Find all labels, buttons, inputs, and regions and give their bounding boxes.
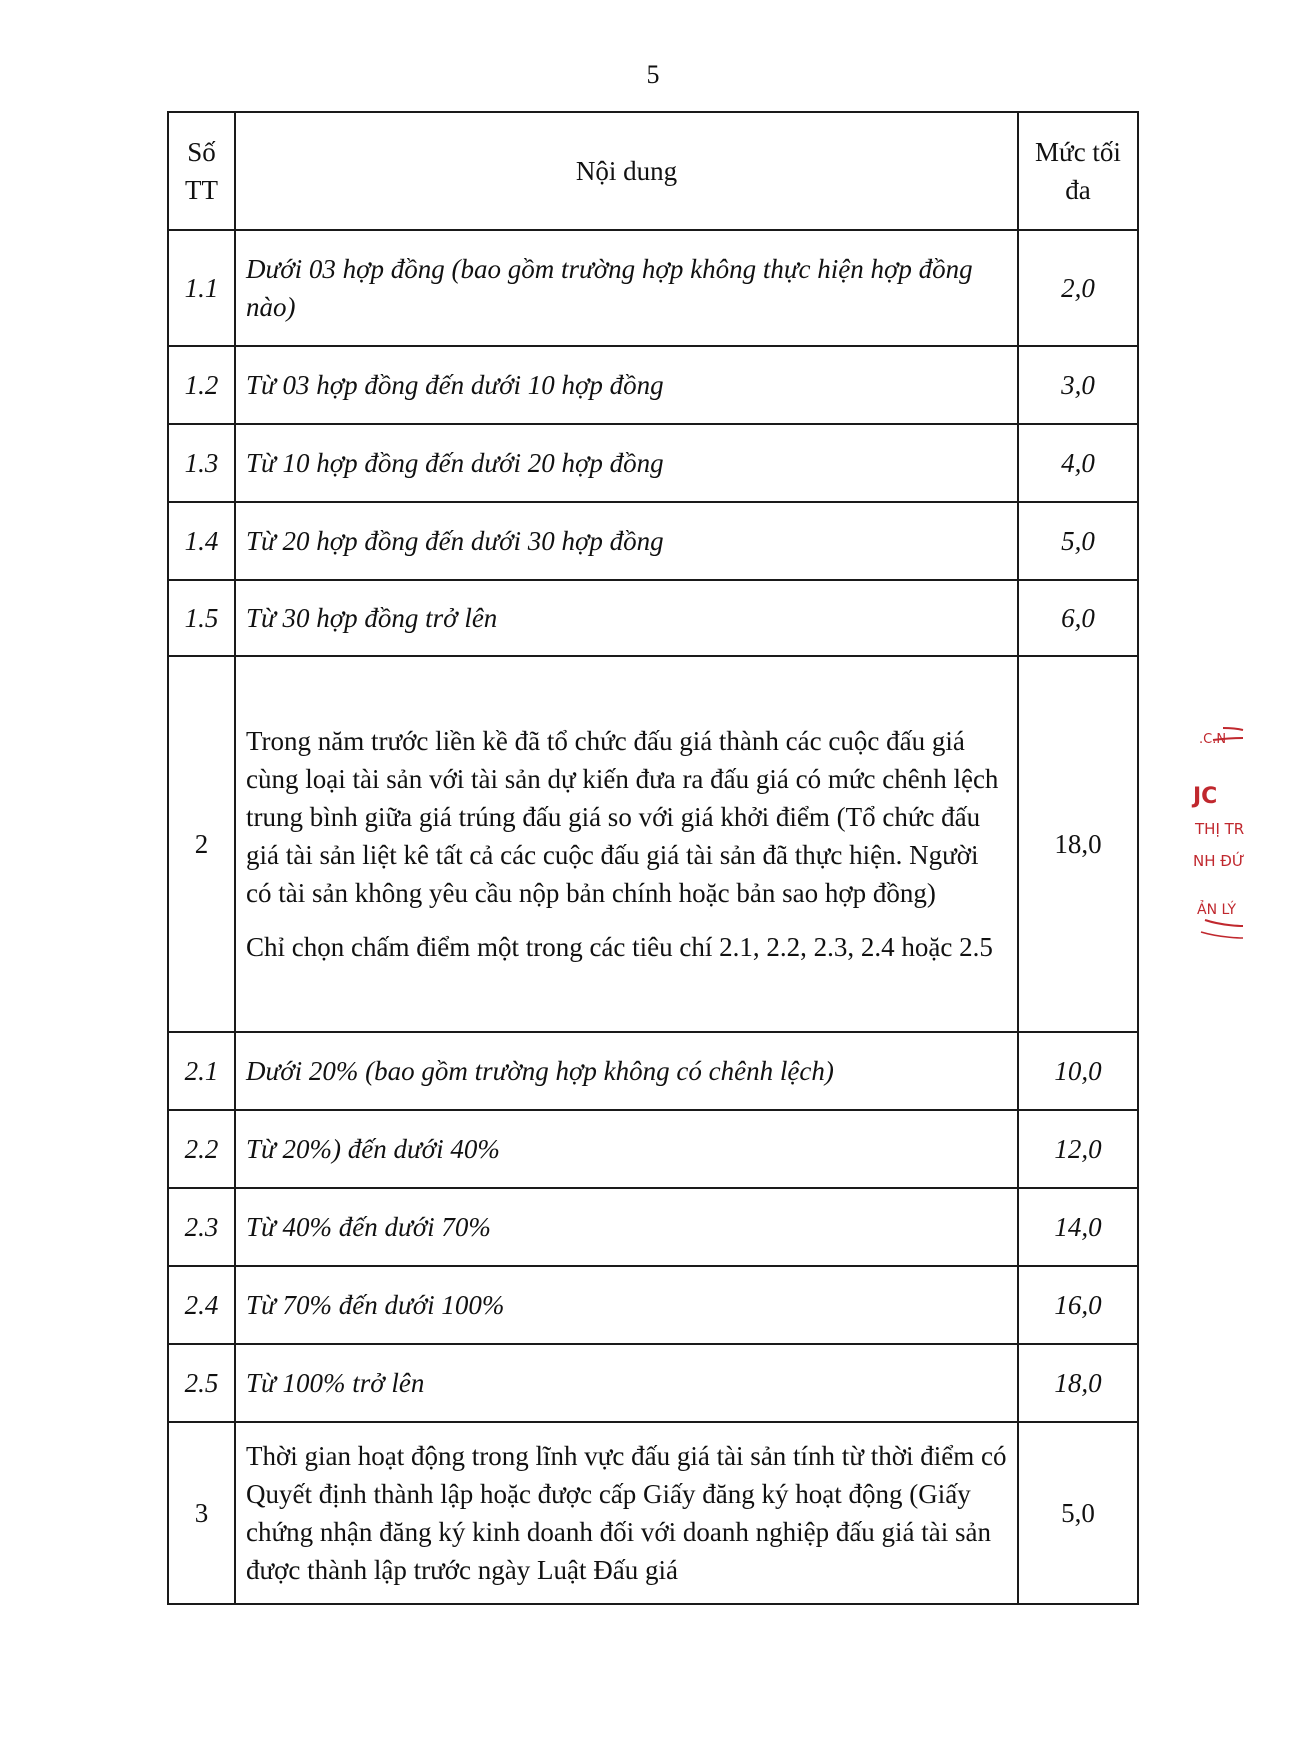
row-number: 1.1 xyxy=(168,230,235,346)
table-body xyxy=(168,230,1138,1604)
content-paragraph: Từ 70% đến dưới 100% xyxy=(246,1290,505,1320)
row-content xyxy=(235,230,1018,346)
content-paragraph: Từ 20%) đến dưới 40% xyxy=(246,1134,500,1164)
row-content xyxy=(235,1110,1018,1188)
content-paragraph: Từ 10 hợp đồng đến dưới 20 hợp đồng xyxy=(246,448,664,478)
row-max-score: 5,0 xyxy=(1018,1422,1138,1604)
table-row xyxy=(168,1032,1138,1110)
stamp-text: JC xyxy=(1193,784,1218,809)
row-content xyxy=(235,346,1018,424)
content-paragraph: Từ 03 hợp đồng đến dưới 10 hợp đồng xyxy=(246,370,664,400)
row-max-score: 3,0 xyxy=(1018,346,1138,424)
table-row xyxy=(168,230,1138,346)
row-content xyxy=(235,1266,1018,1344)
row-number: 1.5 xyxy=(168,580,235,656)
table-row xyxy=(168,424,1138,502)
row-max-score: 2,0 xyxy=(1018,230,1138,346)
row-content xyxy=(235,1422,1018,1604)
stamp-text: .C.N xyxy=(1199,732,1227,747)
table-row xyxy=(168,1422,1138,1604)
row-max-score: 12,0 xyxy=(1018,1110,1138,1188)
content-paragraph: Trong năm trước liền kề đã tổ chức đấu giá thành các cuộc đấu giá cùng loại tài sản với tài sản dự kiến đưa ra đấu giá có mức chênh lệch trung bình giữa giá trúng đấu giá so với giá khởi điểm (Tổ chức đấu giá tài sản liệt kê tất cả các cuộc đấu giá tài sản đã thực hiện. Người có tài sản không yêu cầu nộp bản chính hoặc bản sao hợp đồng) xyxy=(246,726,999,908)
table-row xyxy=(168,580,1138,656)
table-row xyxy=(168,1188,1138,1266)
row-number: 1.4 xyxy=(168,502,235,580)
stamp-text: NH ĐỨ xyxy=(1193,852,1245,870)
scoring-table xyxy=(167,111,1139,1605)
red-stamp xyxy=(1183,722,1243,942)
row-content xyxy=(235,1344,1018,1422)
table-header-row xyxy=(168,112,1138,230)
row-number: 1.3 xyxy=(168,424,235,502)
row-number: 2.1 xyxy=(168,1032,235,1110)
content-paragraph: Chỉ chọn chấm điểm một trong các tiêu chí 2.1, 2.2, 2.3, 2.4 hoặc 2.5 xyxy=(246,932,993,962)
stamp-text: ẢN LÝ xyxy=(1197,902,1236,918)
content-paragraph: Dưới 20% (bao gồm trường hợp không có chênh lệch) xyxy=(246,1056,834,1086)
table-row xyxy=(168,346,1138,424)
content-paragraph: Dưới 03 hợp đồng (bao gồm trường hợp không thực hiện hợp đồng nào) xyxy=(246,254,973,322)
row-content xyxy=(235,656,1018,1032)
content-paragraph: Từ 40% đến dưới 70% xyxy=(246,1212,491,1242)
row-number: 2.3 xyxy=(168,1188,235,1266)
row-number: 3 xyxy=(168,1422,235,1604)
row-max-score: 6,0 xyxy=(1018,580,1138,656)
content-paragraph: Từ 30 hợp đồng trở lên xyxy=(246,603,498,633)
row-number: 2 xyxy=(168,656,235,1032)
header-content: Nội dung xyxy=(235,112,1018,230)
row-number: 2.5 xyxy=(168,1344,235,1422)
stamp-text: THỊ TR xyxy=(1195,820,1245,838)
table-row xyxy=(168,656,1138,1032)
row-content xyxy=(235,1032,1018,1110)
row-content xyxy=(235,1188,1018,1266)
row-content xyxy=(235,424,1018,502)
table-row xyxy=(168,1266,1138,1344)
row-content xyxy=(235,502,1018,580)
row-number: 2.4 xyxy=(168,1266,235,1344)
table-row xyxy=(168,1110,1138,1188)
row-max-score: 10,0 xyxy=(1018,1032,1138,1110)
table-row xyxy=(168,502,1138,580)
row-max-score: 5,0 xyxy=(1018,502,1138,580)
row-content xyxy=(235,580,1018,656)
row-max-score: 18,0 xyxy=(1018,656,1138,1032)
content-paragraph: Thời gian hoạt động trong lĩnh vực đấu giá tài sản tính từ thời điểm có Quyết định thành lập hoặc được cấp Giấy đăng ký hoạt động (Giấy chứng nhận đăng ký kinh doanh đối với doanh nghiệp đấu giá tài sản được thành lập trước ngày Luật Đấu giá xyxy=(246,1441,1007,1585)
page-number: 5 xyxy=(646,60,660,89)
row-number: 2.2 xyxy=(168,1110,235,1188)
row-max-score: 14,0 xyxy=(1018,1188,1138,1266)
table-row xyxy=(168,1344,1138,1422)
header-number: Số TT xyxy=(168,112,235,230)
header-max-score: Mức tối đa xyxy=(1018,112,1138,230)
row-max-score: 4,0 xyxy=(1018,424,1138,502)
content-paragraph: Từ 100% trở lên xyxy=(246,1368,425,1398)
row-max-score: 18,0 xyxy=(1018,1344,1138,1422)
row-max-score: 16,0 xyxy=(1018,1266,1138,1344)
content-paragraph: Từ 20 hợp đồng đến dưới 30 hợp đồng xyxy=(246,526,664,556)
row-number: 1.2 xyxy=(168,346,235,424)
